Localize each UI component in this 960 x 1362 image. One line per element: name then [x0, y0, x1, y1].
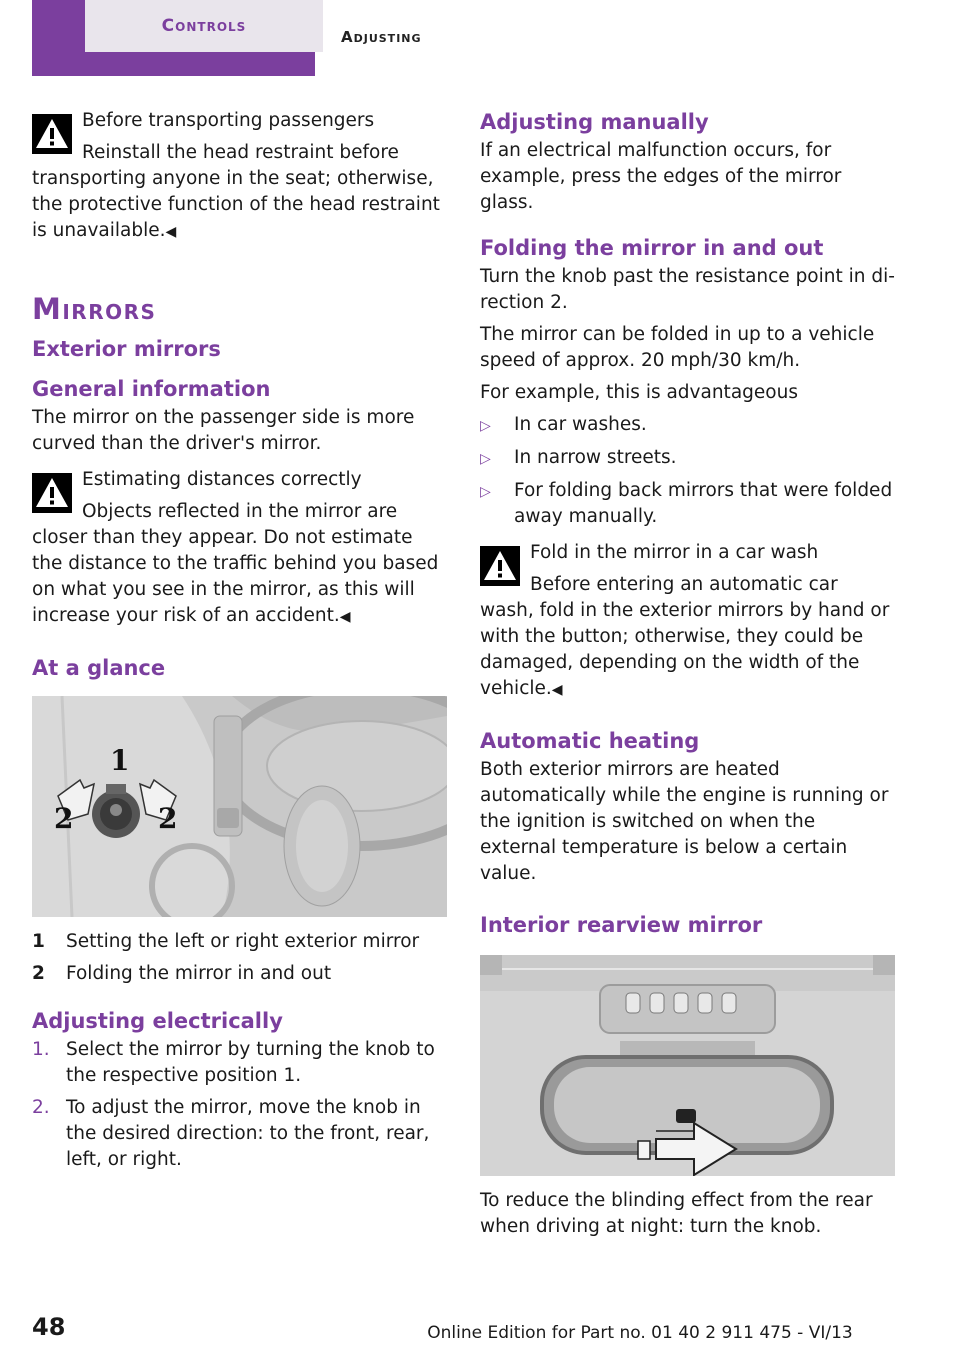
step-item [32, 1095, 448, 1173]
bullet-item [480, 445, 896, 472]
fold-text-1: Turn the knob past the resistance point in direction 2. [480, 266, 895, 313]
tab-controls-label: Controls [85, 0, 323, 52]
fold-text-3: For example, this is advantageous [480, 382, 798, 403]
edition-note: Online Edition for Part no. 01 40 2 911 475 - VI/13 [427, 1323, 853, 1343]
figure-legend [32, 929, 448, 987]
tab-adjusting[interactable]: Adjusting [341, 28, 422, 46]
interior-mirror-illustration [480, 955, 895, 1176]
bullet-triangle-icon: ▷ [480, 484, 491, 500]
bullet-item [480, 478, 896, 530]
bullet-triangle-icon: ▷ [480, 418, 491, 434]
warning-title: Estimating distances correctly [82, 469, 362, 490]
warning-passengers [32, 108, 448, 245]
heading-interior-mirror: Interior rearview mirror [480, 913, 763, 937]
right-column [480, 108, 896, 1240]
bullet-list [480, 412, 896, 530]
heading-mirrors: Mirrors [32, 292, 157, 326]
warning-body: Objects reflected in the mirror are closer than they appear. Do not estimate the distance to the traffic behind you based on what you see in the mirror, as this will increase your risk of an accident.◀ [32, 501, 439, 626]
step-number: 1. [32, 1039, 50, 1060]
bullet-text: For folding back mirrors that were folded away manually. [514, 480, 893, 527]
warning-icon [32, 114, 72, 154]
warning-body: Before entering an automatic car wash, fold in the exterior mirrors by hand or with the button; otherwise, they could be damaged, depending on the width of the vehicle.◀ [480, 574, 890, 699]
page-header [0, 0, 960, 78]
legend-number: 2 [32, 963, 45, 984]
heading-adjusting-manually: Adjusting manually [480, 110, 709, 134]
warning-body: Reinstall the head restraint before transporting anyone in the seat; otherwise, the protective function of the head restraint is unavailable.◀ [32, 142, 440, 241]
interior-mirror-figure [480, 955, 895, 1176]
bullet-triangle-icon: ▷ [480, 451, 491, 467]
left-column [32, 108, 448, 1179]
step-number: 2. [32, 1097, 50, 1118]
end-mark: ◀ [551, 682, 563, 698]
steps-list [32, 1037, 448, 1173]
heading-automatic-heating: Automatic heating [480, 729, 700, 753]
fold-text-2: The mirror can be folded in up to a vehicle speed of approx. 20 mph/30 km/h. [480, 324, 875, 371]
bullet-item [480, 412, 896, 439]
tab-controls[interactable] [32, 0, 315, 76]
step-text: To adjust the mirror, move the knob in the desired direction: to the front, rear, left, or right. [66, 1097, 430, 1170]
figure-label-1: 1 [110, 744, 130, 777]
interior-text: To reduce the blinding effect from the rear when driving at night: turn the knob. [480, 1190, 873, 1237]
bullet-text: In narrow streets. [514, 447, 677, 468]
legend-text: Folding the mirror in and out [66, 963, 332, 984]
end-mark: ◀ [165, 224, 177, 240]
step-item [32, 1037, 448, 1089]
heating-text: Both exterior mirrors are heated automatically while the engine is running or the ignition is switched on when the external temperature is below a certain value. [480, 759, 889, 884]
page-number: 48 [32, 1313, 66, 1341]
figure-label-2-left: 2 [54, 802, 74, 835]
warning-title: Before transporting passengers [82, 110, 375, 131]
warning-icon [32, 473, 72, 513]
step-text: Select the mirror by turning the knob to the respective position 1. [66, 1039, 435, 1086]
legend-item [32, 961, 448, 987]
heading-exterior-mirrors: Exterior mirrors [32, 337, 221, 361]
legend-text: Setting the left or right exterior mirror [66, 931, 420, 952]
bullet-text: In car washes. [514, 414, 647, 435]
heading-folding: Folding the mirror in and out [480, 236, 824, 260]
mirror-control-illustration [32, 696, 447, 917]
end-mark: ◀ [339, 609, 351, 625]
legend-number: 1 [32, 931, 45, 952]
figure-label-2-right: 2 [158, 802, 178, 835]
warning-distances [32, 467, 448, 630]
mirror-control-figure [32, 696, 447, 917]
legend-item [32, 929, 448, 955]
manual-text: If an electrical malfunction occurs, for example, press the edges of the mirror glass. [480, 140, 842, 213]
warning-title: Fold in the mirror in a car wash [530, 542, 819, 563]
general-text: The mirror on the passenger side is more curved than the driver's mirror. [32, 407, 415, 454]
warning-car-wash [480, 540, 896, 703]
heading-at-a-glance: At a glance [32, 656, 166, 680]
heading-adjusting-electrically: Adjusting electrically [32, 1009, 283, 1033]
heading-general-information: General information [32, 377, 271, 401]
warning-icon [480, 546, 520, 586]
